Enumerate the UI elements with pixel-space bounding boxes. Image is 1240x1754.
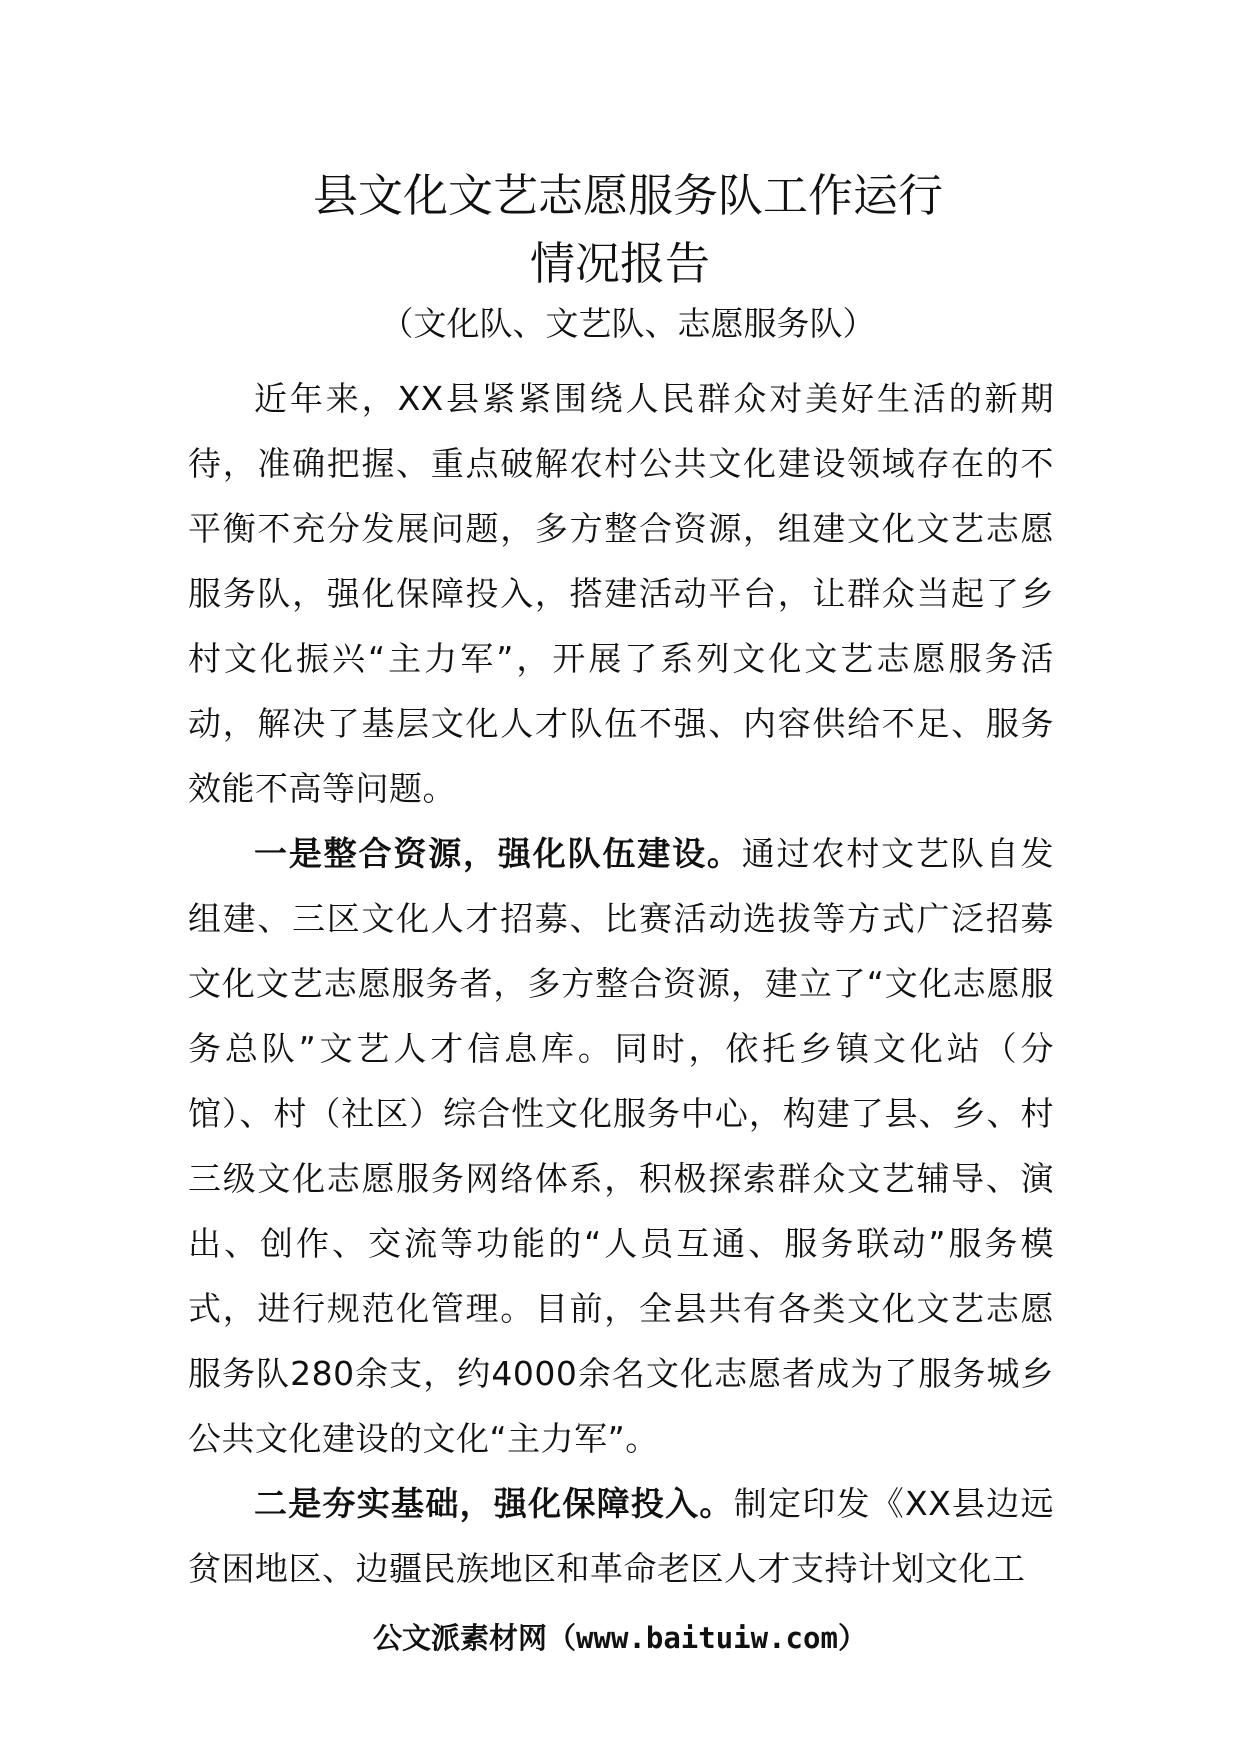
- paragraph-section-2: [188, 1471, 1054, 1601]
- paragraph-text: 近年来，XX县紧紧围绕人民群众对美好生活的新期待，准确把握、重点破解农村公共文化建设领域存在的不平衡不充分发展问题，多方整合资源，组建文化文艺志愿服务队，强化保障投入，搭建活动平台，让群众当起了乡村文化振兴“主力军”，开展了系列文化文艺志愿服务活动，解决了基层文化人才队伍不强、内容供给不足、服务效能不高等问题。: [188, 379, 1054, 808]
- paragraph-intro: [188, 366, 1054, 821]
- document-body: [188, 366, 1054, 1601]
- footer-watermark: [0, 1618, 1240, 1658]
- footer-site-name: 公文派素材网: [373, 1621, 548, 1655]
- paragraph-lead: 二是夯实基础，强化保障投入。: [254, 1484, 734, 1523]
- paragraph-text: 通过农村文艺队自发组建、三区文化人才招募、比赛活动选拔等方式广泛招募文化文艺志愿服务者，多方整合资源，建立了“文化志愿服务总队”文艺人才信息库。同时，依托乡镇文化站（分馆）、村（社区）综合性文化服务中心，构建了县、乡、村三级文化志愿服务网络体系，积极探索群众文艺辅导、演出、创作、交流等功能的“人员互通、服务联动”服务模式，进行规范化管理。目前，全县共有各类文化文艺志愿服务队280余支，约4000余名文化志愿者成为了服务城乡公共文化建设的文化“主力军”。: [188, 834, 1055, 1458]
- document-title-line1: 县文化文艺志愿服务队工作运行: [312, 169, 943, 222]
- document-subtitle: （文化队、文艺队、志愿服务队）: [380, 304, 876, 343]
- paragraph-section-1: [188, 821, 1054, 1471]
- paragraph-lead: 一是整合资源，强化队伍建设。: [254, 834, 742, 873]
- paragraph-text: 制定印发《XX县边远贫困地区、边疆民族地区和革命老区人才支持计划文化工: [188, 1484, 1055, 1588]
- footer-url[interactable]: （www.baituiw.com）: [547, 1621, 867, 1655]
- document-title-line2: 情况报告: [529, 237, 710, 290]
